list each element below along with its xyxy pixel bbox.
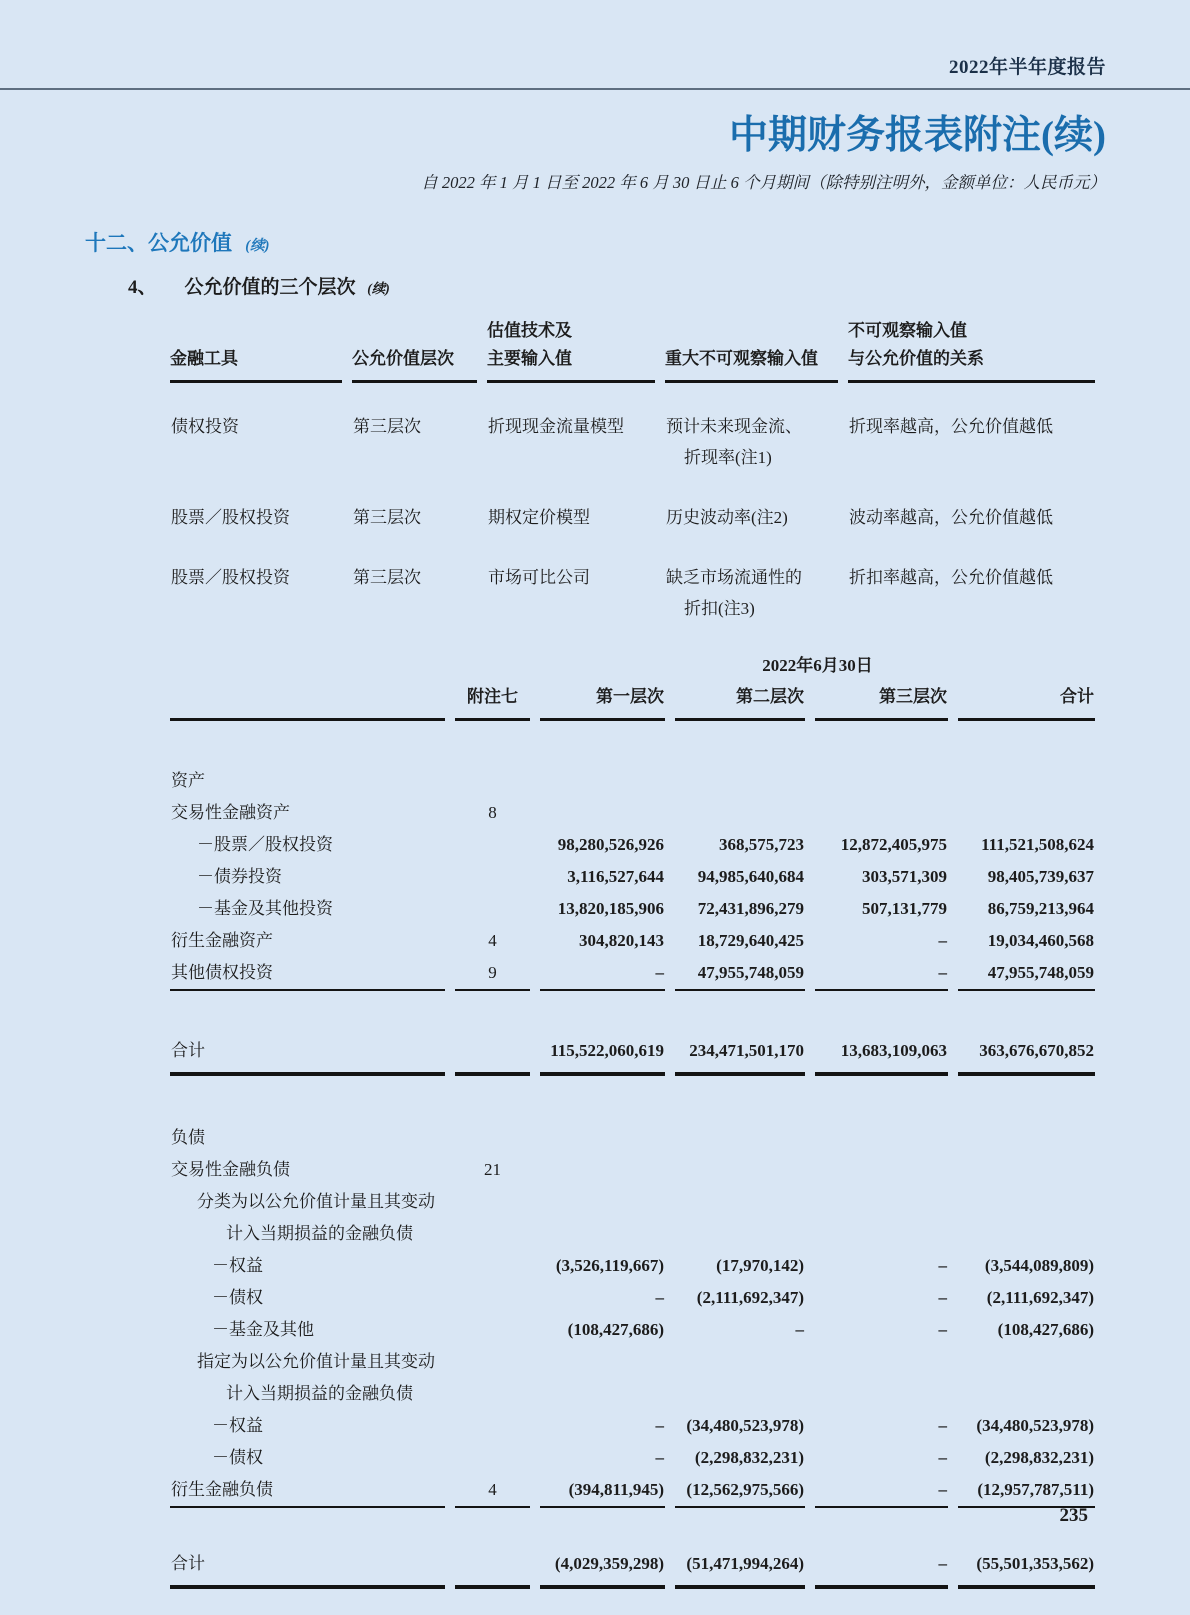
technique-cell: 折现现金流量模型 — [488, 417, 624, 436]
total-cell: (3,544,089,809) — [984, 1256, 1094, 1275]
level3-cell: – — [938, 963, 947, 982]
note-cell: 21 — [484, 1160, 501, 1179]
col-header-unobservable-inputs: 重大不可观察输入值 — [665, 317, 838, 383]
total-cell: 19,034,460,568 — [987, 931, 1094, 950]
instrument-cell: 债权投资 — [171, 417, 239, 436]
level2-cell: (51,471,994,264) — [686, 1554, 804, 1573]
level1-cell: (108,427,686) — [567, 1320, 664, 1339]
col-header-level3: 第三层次 — [815, 681, 948, 721]
col-header-relationship-line2: 与公允价值的关系 — [848, 349, 984, 368]
total-cell: 111,521,508,624 — [981, 835, 1094, 854]
table-row — [170, 1442, 1095, 1474]
inputs-cell — [665, 383, 838, 474]
col-header-note: 附注七 — [455, 681, 530, 721]
relationship-cell: 波动率越高，公允价值越低 — [849, 508, 1053, 527]
subsection-number: 4、 — [128, 277, 157, 298]
table-row — [170, 829, 1095, 861]
row-label-cell: 计入当期损益的金融负债 — [226, 1224, 413, 1243]
report-header: 2022年半年度报告 — [948, 57, 1106, 78]
row-label-cell: －基金及其他 — [212, 1320, 314, 1339]
col-header-relationship — [848, 317, 1095, 383]
table-row — [170, 1154, 1095, 1186]
level2-cell: 72,431,896,279 — [697, 899, 804, 918]
row-label-cell: 资产 — [171, 771, 205, 790]
header-divider — [0, 88, 1190, 90]
level3-cell: – — [938, 931, 947, 950]
level3-cell: 12,872,405,975 — [840, 835, 947, 854]
fair-value-levels-table — [160, 651, 1105, 1595]
level2-cell: (34,480,523,978) — [686, 1416, 804, 1435]
level1-cell: (394,811,945) — [568, 1480, 664, 1499]
col-header-relationship-line1: 不可观察输入值 — [848, 321, 967, 340]
row-label-cell: 交易性金融负债 — [171, 1160, 290, 1179]
level-cell: 第三层次 — [353, 568, 421, 587]
col-header-technique-line2: 主要输入值 — [487, 349, 572, 368]
level1-cell: 3,116,527,644 — [567, 867, 664, 886]
row-label-cell: －股票／股权投资 — [197, 835, 333, 854]
note-cell: 8 — [488, 803, 497, 822]
subsection-continued: (续) — [367, 281, 390, 296]
level1-cell: 304,820,143 — [579, 931, 664, 950]
level1-cell: 98,280,526,926 — [557, 835, 664, 854]
table-row — [170, 861, 1095, 893]
level2-cell: (2,298,832,231) — [694, 1448, 804, 1467]
level3-cell: – — [938, 1416, 947, 1435]
total-cell: 86,759,213,964 — [987, 899, 1094, 918]
liabilities-total-row — [170, 1548, 1095, 1585]
level3-cell: 303,571,309 — [862, 867, 947, 886]
table-row — [170, 1474, 1095, 1506]
subsection-title: 公允价值的三个层次 — [184, 277, 356, 298]
relationship-cell: 折现率越高，公允价值越低 — [849, 417, 1053, 436]
level2-cell: (17,970,142) — [716, 1256, 804, 1275]
level2-cell: 368,575,723 — [719, 835, 804, 854]
total-rule — [170, 1585, 1095, 1595]
inputs-cell: 历史波动率(注2) — [666, 508, 788, 527]
spacer-row — [170, 995, 1095, 1035]
note-cell: 4 — [488, 931, 497, 950]
level1-cell: 115,522,060,619 — [550, 1041, 664, 1060]
level1-cell: – — [655, 1416, 664, 1435]
section-continued: (续) — [245, 238, 270, 254]
page-title: 中期财务报表附注(续) — [729, 114, 1106, 157]
level1-cell: (3,526,119,667) — [555, 1256, 664, 1275]
column-header-row — [170, 681, 1095, 721]
level3-cell: – — [938, 1480, 947, 1499]
row-label-cell: 衍生金融负债 — [171, 1480, 273, 1499]
row-label-cell: 分类为以公允价值计量且其变动 — [197, 1192, 435, 1211]
instrument-cell: 股票／股权投资 — [171, 568, 290, 587]
spacer-row — [170, 721, 1095, 765]
valuation-technique-table — [160, 317, 1105, 625]
table-row — [170, 1282, 1095, 1314]
total-cell: (34,480,523,978) — [976, 1416, 1094, 1435]
table-row — [170, 925, 1095, 957]
total-rule — [170, 1072, 1095, 1082]
row-label-cell: 指定为以公允价值计量且其变动 — [197, 1352, 435, 1371]
section-heading — [85, 227, 1190, 257]
level2-cell: (12,562,975,566) — [686, 1480, 804, 1499]
level3-cell: – — [938, 1288, 947, 1307]
level2-cell: (2,111,692,347) — [696, 1288, 804, 1307]
row-label-cell: －债权 — [212, 1288, 263, 1307]
col-header-level: 公允价值层次 — [352, 317, 477, 383]
table-row — [170, 534, 1095, 625]
table-row — [170, 1378, 1095, 1410]
level3-cell: – — [938, 1448, 947, 1467]
total-cell: (2,298,832,231) — [984, 1448, 1094, 1467]
level-cell: 第三层次 — [353, 417, 421, 436]
row-label-cell: 其他债权投资 — [171, 963, 273, 982]
table-row — [170, 797, 1095, 829]
table-row — [170, 1218, 1095, 1250]
page-subtitle: 自 2022 年 1 月 1 日至 2022 年 6 月 30 日止 6 个月期间（除特别注明外，金额单位：人民币元） — [421, 173, 1106, 192]
row-label-cell: 负债 — [171, 1128, 205, 1147]
instrument-cell: 股票／股权投资 — [171, 508, 290, 527]
table-row — [170, 1346, 1095, 1378]
level1-cell: (4,029,359,298) — [554, 1554, 664, 1573]
section-number: 十二、 — [85, 231, 148, 255]
col-header-level1: 第一层次 — [540, 681, 665, 721]
row-label-cell: －债券投资 — [197, 867, 282, 886]
level2-cell: 234,471,501,170 — [689, 1041, 804, 1060]
table-row — [170, 957, 1095, 989]
level2-cell: 47,955,748,059 — [697, 963, 804, 982]
total-cell: (55,501,353,562) — [976, 1554, 1094, 1573]
col-header-technique-line1: 估值技术及 — [487, 321, 572, 340]
row-label-cell: 合计 — [171, 1554, 205, 1573]
row-label-cell: －基金及其他投资 — [197, 899, 333, 918]
total-cell: (12,957,787,511) — [977, 1480, 1094, 1499]
level2-cell: 94,985,640,684 — [697, 867, 804, 886]
total-cell: (2,111,692,347) — [986, 1288, 1094, 1307]
level1-cell: – — [655, 1288, 664, 1307]
note-cell: 4 — [488, 1480, 497, 1499]
total-cell: 98,405,739,637 — [987, 867, 1094, 886]
inputs-line2: 折现率(注1) — [684, 448, 772, 467]
spacer-row — [170, 1082, 1095, 1122]
level1-cell: – — [655, 963, 664, 982]
level3-cell: – — [938, 1256, 947, 1275]
inputs-line1: 预计未来现金流、 — [666, 417, 802, 436]
inputs-line2: 折扣(注3) — [684, 599, 755, 618]
row-label-cell: 交易性金融资产 — [171, 803, 290, 822]
row-label-cell: 计入当期损益的金融负债 — [226, 1384, 413, 1403]
level3-cell: – — [938, 1554, 947, 1573]
row-label-cell: 衍生金融资产 — [171, 931, 273, 950]
level2-cell: – — [795, 1320, 804, 1339]
table-header-row — [170, 317, 1095, 383]
table-row — [170, 1122, 1095, 1154]
page-number: 235 — [1059, 1505, 1088, 1526]
technique-cell: 期权定价模型 — [488, 508, 590, 527]
col-header-total: 合计 — [958, 681, 1095, 721]
assets-total-row — [170, 1035, 1095, 1072]
col-header-level2: 第二层次 — [675, 681, 805, 721]
row-label-cell: －权益 — [212, 1256, 263, 1275]
total-cell: 363,676,670,852 — [979, 1041, 1094, 1060]
inputs-line1: 缺乏市场流通性的 — [666, 568, 802, 587]
level2-cell: 18,729,640,425 — [697, 931, 804, 950]
table-row — [170, 383, 1095, 474]
table-row — [170, 1410, 1095, 1442]
level-cell: 第三层次 — [353, 508, 421, 527]
date-header: 2022年6月30日 — [762, 656, 873, 675]
level3-cell: – — [938, 1320, 947, 1339]
subsection-heading — [128, 272, 1190, 299]
row-label-cell: －权益 — [212, 1416, 263, 1435]
table-row — [170, 1186, 1095, 1218]
col-header-technique — [487, 317, 655, 383]
spacer-row — [170, 1512, 1095, 1548]
technique-cell: 市场可比公司 — [488, 568, 590, 587]
table-row — [170, 474, 1095, 534]
table-row — [170, 1314, 1095, 1346]
level1-cell: 13,820,185,906 — [557, 899, 664, 918]
note-cell: 9 — [488, 963, 497, 982]
level3-cell: 507,131,779 — [862, 899, 947, 918]
level1-cell: – — [655, 1448, 664, 1467]
total-cell: (108,427,686) — [997, 1320, 1094, 1339]
row-label-cell: －债权 — [212, 1448, 263, 1467]
row-label-cell: 合计 — [171, 1041, 205, 1060]
inputs-cell — [665, 534, 838, 625]
relationship-cell: 折扣率越高，公允价值越低 — [849, 568, 1053, 587]
col-header-instrument: 金融工具 — [170, 317, 342, 383]
table-row — [170, 893, 1095, 925]
level3-cell: 13,683,109,063 — [840, 1041, 947, 1060]
total-cell: 47,955,748,059 — [987, 963, 1094, 982]
table-row — [170, 1250, 1095, 1282]
table-row — [170, 765, 1095, 797]
date-header-row — [170, 651, 1095, 681]
section-title: 公允价值 — [148, 231, 232, 255]
